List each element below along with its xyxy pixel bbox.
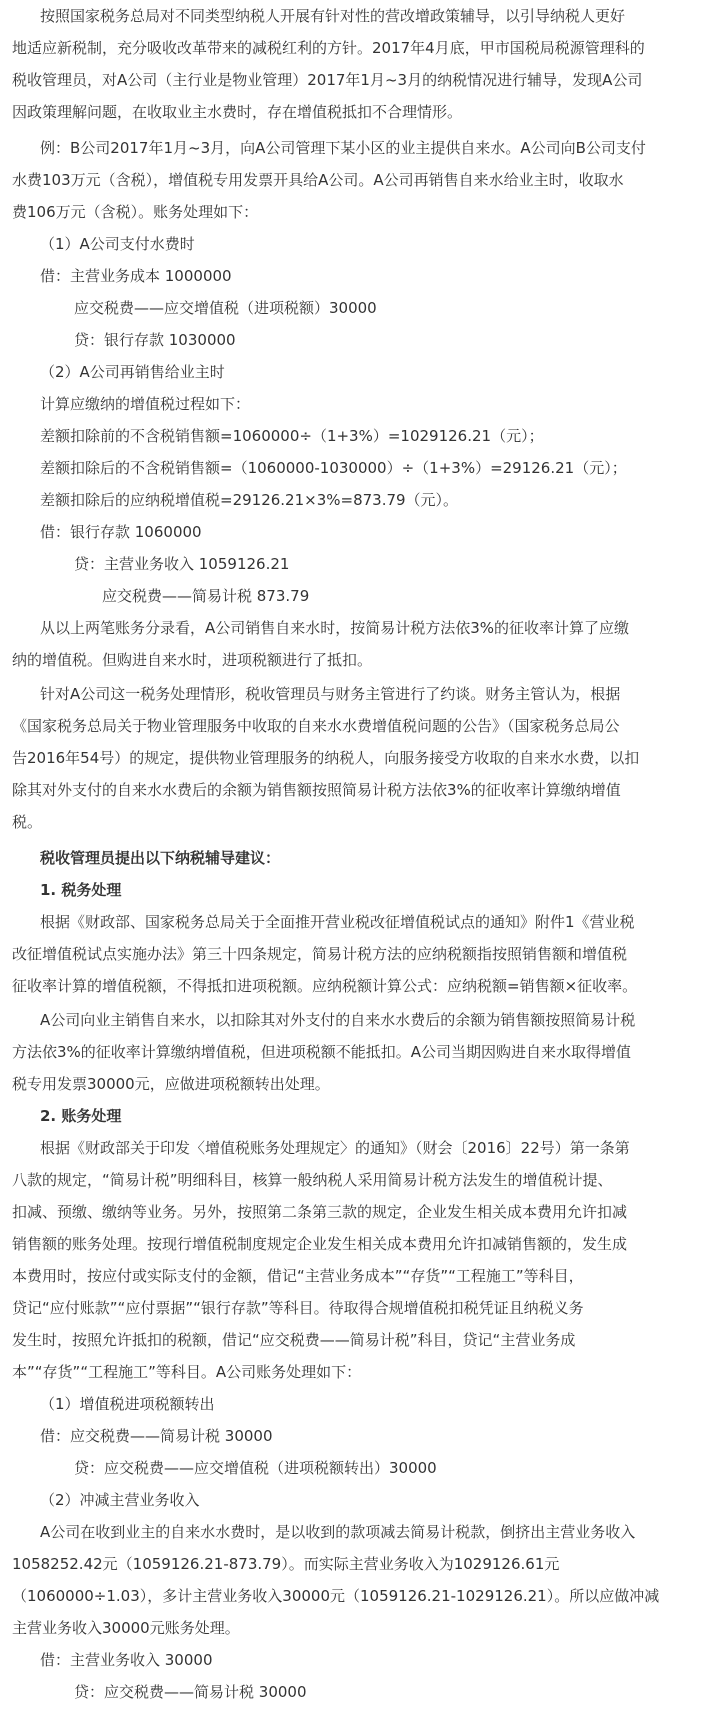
- text-line: 除其对外支付的自来水水费后的余额为销售额按照简易计税方法依3%的征收率计算缴纳增值: [12, 781, 621, 799]
- text-line: 贷：应交税费——应交增值税（进项税额转出）30000: [74, 1459, 437, 1477]
- section-heading: 1. 税务处理: [40, 881, 122, 899]
- text-line: 应交税费——简易计税 873.79: [102, 587, 310, 605]
- text-line: 因政策理解问题，在收取业主水费时，存在增值税抵扣不合理情形。: [12, 103, 463, 121]
- text-line: 计算应缴纳的增值税过程如下：: [40, 395, 251, 413]
- text-line: 从以上两笔账务分录看，A公司销售自来水时，按简易计税方法依3%的征收率计算了应缴: [40, 619, 630, 637]
- text-line: 1058252.42元（1059126.21-873.79）。而实际主营业务收入为1029126.61元: [12, 1555, 560, 1573]
- text-line: 借：应交税费——简易计税 30000: [40, 1427, 273, 1445]
- text-line: 水费103万元（含税），增值税专用发票开具给A公司。A公司再销售自来水给业主时，收取水: [12, 171, 624, 189]
- text-line: 贷：主营业务收入 1059126.21: [74, 555, 290, 573]
- text-line: 差额扣除后的应纳税增值税=29126.21×3%=873.79（元）。: [40, 491, 459, 509]
- text-line: 告2016年54号）的规定，提供物业管理服务的纳税人，向服务接受方收取的自来水水费，以扣: [12, 749, 640, 767]
- text-line: 针对A公司这一税务处理情形，税收管理员与财务主管进行了约谈。财务主管认为，根据: [40, 685, 621, 703]
- text-line: 差额扣除前的不含税销售额=1060000÷（1+3%）=1029126.21（元）；: [40, 427, 544, 445]
- text-line: 主营业务收入30000元账务处理。: [12, 1619, 240, 1637]
- text-line: 借：银行存款 1060000: [40, 523, 202, 541]
- text-line: 费106万元（含税）。账务处理如下：: [12, 203, 259, 221]
- text-line: 《国家税务总局关于物业管理服务中收取的自来水水费增值税问题的公告》（国家税务总局公: [12, 717, 620, 735]
- text-line: A公司在收到业主的自来水水费时，是以收到的款项减去简易计税款，倒挤出主营业务收入: [40, 1523, 636, 1541]
- text-line: 方法依3%的征收率计算缴纳增值税，但进项税额不能抵扣。A公司当期因购进自来水取得增值: [12, 1043, 632, 1061]
- text-line: 贷记“应付账款”“应付票据”“银行存款”等科目。待取得合规增值税扣税凭证且纳税义务: [12, 1299, 584, 1317]
- section-heading: 2. 账务处理: [40, 1107, 122, 1125]
- text-line: 按照国家税务总局对不同类型纳税人开展有针对性的营改增政策辅导，以引导纳税人更好: [40, 7, 626, 25]
- text-line: 扣减、预缴、缴纳等业务。另外，按照第二条第三款的规定，企业发生相关成本费用允许扣减: [12, 1203, 628, 1221]
- text-line: 销售额的账务处理。按现行增值税制度规定企业发生相关成本费用允许扣减销售额的，发生成: [12, 1235, 628, 1253]
- text-line: A公司向业主销售自来水，以扣除其对外支付的自来水水费后的余额为销售额按照简易计税: [40, 1011, 636, 1029]
- text-line: （1）A公司支付水费时: [40, 235, 195, 253]
- text-line: 税。: [12, 813, 43, 831]
- text-line: 改征增值税试点实施办法》第三十四条规定，简易计税方法的应纳税额指按照销售额和增值税: [12, 945, 628, 963]
- text-line: 税专用发票30000元，应做进项税额转出处理。: [12, 1075, 330, 1093]
- text-line: 八款的规定，“简易计税”明细科目，核算一般纳税人采用简易计税方法发生的增值税计提、: [12, 1171, 613, 1189]
- text-line: 贷：应交税费——简易计税 30000: [74, 1683, 307, 1701]
- section-heading: 税收管理员提出以下纳税辅导建议：: [40, 849, 281, 867]
- text-line: 纳的增值税。但购进自来水时，进项税额进行了抵扣。: [12, 651, 373, 669]
- text-line: 发生时，按照允许抵扣的税额，借记“应交税费——简易计税”科目，贷记“主营业务成: [12, 1331, 576, 1349]
- text-line: 例：B公司2017年1月~3月，向A公司管理下某小区的业主提供自来水。A公司向B公司支付: [40, 139, 646, 157]
- text-line: 应交税费——应交增值税（进项税额）30000: [74, 299, 377, 317]
- text-line: 本费用时，按应付或实际支付的金额，借记“主营业务成本”“存货”“工程施工”等科目，: [12, 1267, 584, 1285]
- text-line: 借：主营业务收入 30000: [40, 1651, 213, 1669]
- text-line: （1060000÷1.03），多计主营业务收入30000元（1059126.21-1029126.21）。所以应做冲减: [12, 1587, 660, 1605]
- text-line: 本”“存货”“工程施工”等科目。A公司账务处理如下：: [12, 1363, 362, 1381]
- text-line: 征收率计算的增值税额，不得抵扣进项税额。应纳税额计算公式：应纳税额=销售额×征收率。: [12, 977, 638, 995]
- text-line: （2）A公司再销售给业主时: [40, 363, 225, 381]
- text-line: （1）增值税进项税额转出: [40, 1395, 215, 1413]
- text-line: 差额扣除后的不含税销售额=（1060000-1030000）÷（1+3%）=29126.21（元）；: [40, 459, 627, 477]
- text-line: 地适应新税制，充分吸收改革带来的减税红利的方针。2017年4月底，甲市国税局税源管理科的: [12, 39, 645, 57]
- text-line: 贷：银行存款 1030000: [74, 331, 236, 349]
- text-line: 税收管理员，对A公司（主行业是物业管理）2017年1月~3月的纳税情况进行辅导，发现A公司: [12, 71, 643, 89]
- text-line: （2）冲减主营业务收入: [40, 1491, 200, 1509]
- text-line: 借：主营业务成本 1000000: [40, 267, 232, 285]
- text-line: 根据《财政部、国家税务总局关于全面推开营业税改征增值税试点的通知》附件1《营业税: [40, 913, 635, 931]
- text-line: 根据《财政部关于印发〈增值税账务处理规定〉的通知》（财会〔2016〕22号）第一条第: [40, 1139, 630, 1157]
